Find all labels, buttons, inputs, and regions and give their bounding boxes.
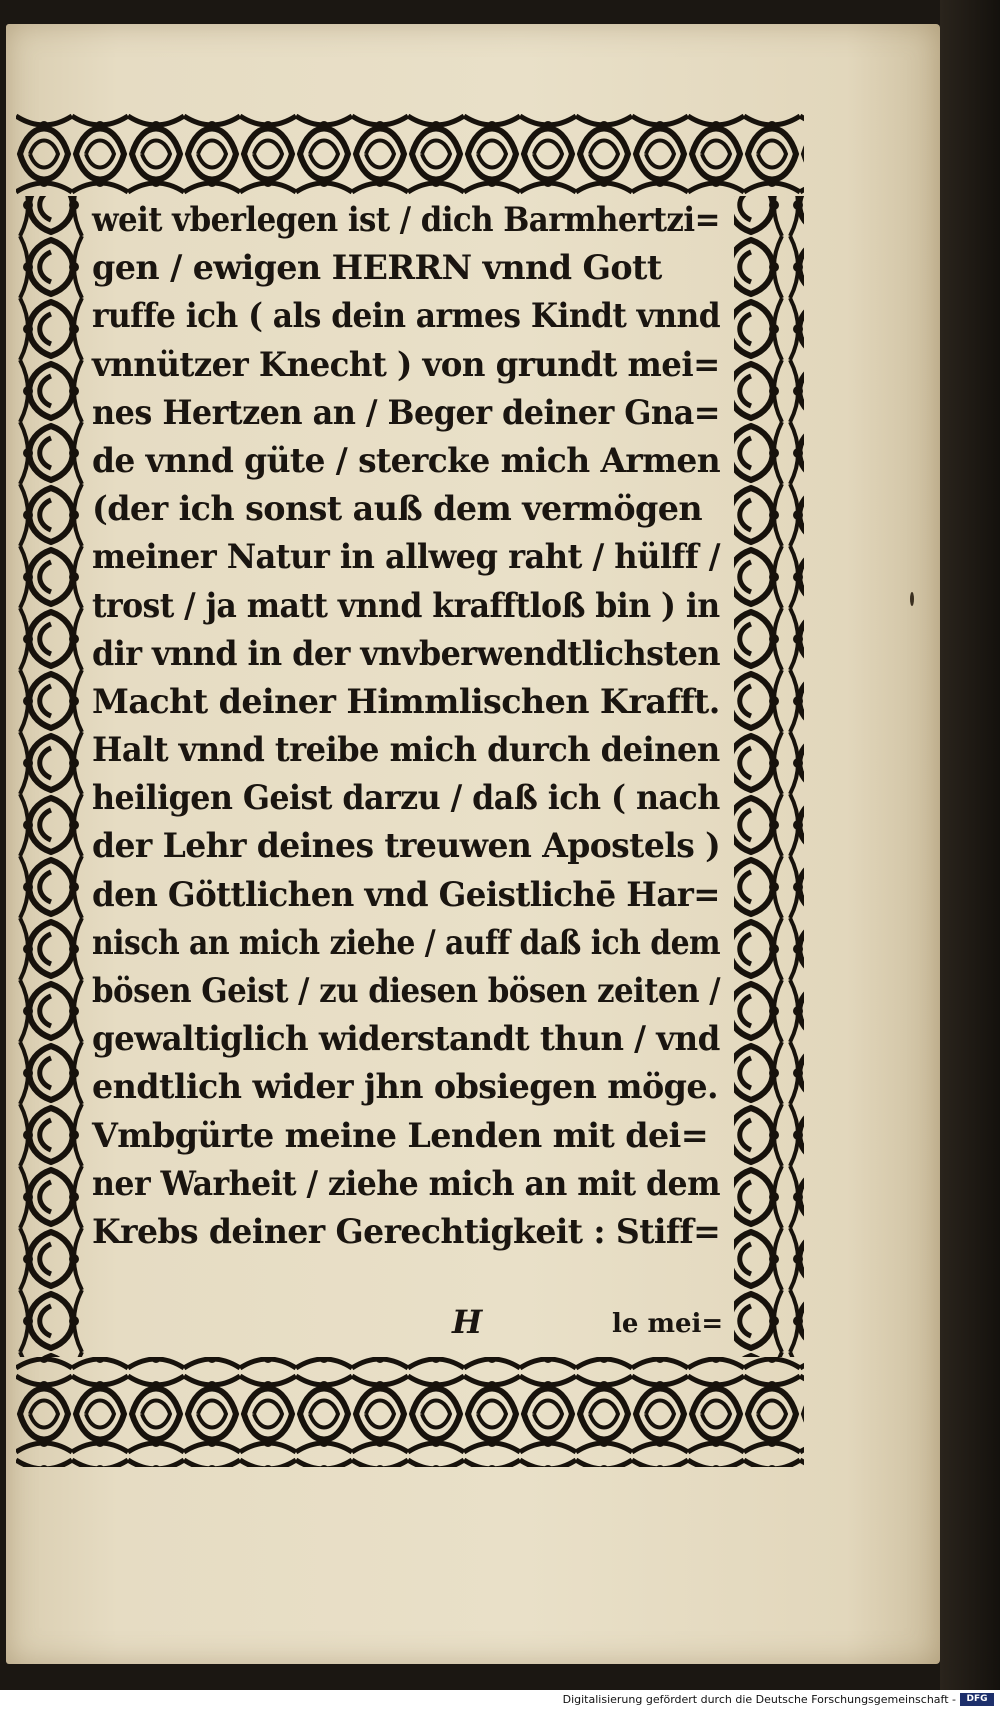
text-line: der Lehr deines treuwen Apostels ) [92, 826, 721, 867]
paper-fleck [910, 592, 914, 606]
footer-bar [0, 1690, 1000, 1710]
footer-credit: Digitalisierung gefördert durch die Deutsche Forschungsgemeinschaft - [562, 1693, 956, 1706]
text-line: Krebs deiner Gerechtigkeit : Stiff= [92, 1211, 721, 1252]
text-line: vnnützer Knecht ) von grundt mei= [92, 344, 720, 385]
text-line: Vmbgürte meine Lenden mit dei= [92, 1115, 709, 1156]
text-line: dir vnnd in der vnvberwendtlichsten [92, 633, 720, 674]
text-line: nes Hertzen an / Beger deiner Gna= [92, 392, 720, 433]
text-line: endtlich wider jhn obsiegen möge. [92, 1067, 719, 1108]
text-line: nisch an mich ziehe / auff daß ich dem [92, 922, 721, 963]
text-line: meiner Natur in allweg raht / hülff / [92, 537, 720, 578]
text-line: gen / ewigen HERRN vnnd Gott [92, 248, 662, 289]
text-line: heiligen Geist darzu / daß ich ( nach [92, 778, 720, 819]
text-line: ner Warheit / ziehe mich an mit dem [92, 1163, 720, 1204]
text-line: ruffe ich ( als dein armes Kindt vnnd [92, 296, 721, 337]
dfg-logo: DFG [960, 1693, 994, 1706]
text-line: de vnnd güte / stercke mich Armen [92, 440, 721, 481]
text-line: weit vberlegen ist / dich Barmhertzi= [92, 200, 720, 240]
text-line: gewaltiglich widerstandt thun / vnd [92, 1019, 720, 1060]
signature-mark: H [452, 1303, 483, 1341]
text-line: Halt vnnd treibe mich durch deinen [92, 730, 720, 771]
text-line: (der ich sonst auß dem vermögen [92, 489, 703, 530]
page-text [92, 196, 732, 1256]
scan-background [940, 0, 1000, 1690]
catchword: le mei= [612, 1309, 724, 1339]
page-foot [92, 1303, 732, 1343]
text-line: den Göttlichen vnd Geistlichē Har= [92, 874, 720, 915]
text-line: trost / ja matt vnnd krafftloß bin ) in [92, 585, 720, 626]
text-line: bösen Geist / zu diesen bösen zeiten / [92, 971, 720, 1011]
text-line: Macht deiner Himmlischen Krafft. [92, 681, 720, 722]
